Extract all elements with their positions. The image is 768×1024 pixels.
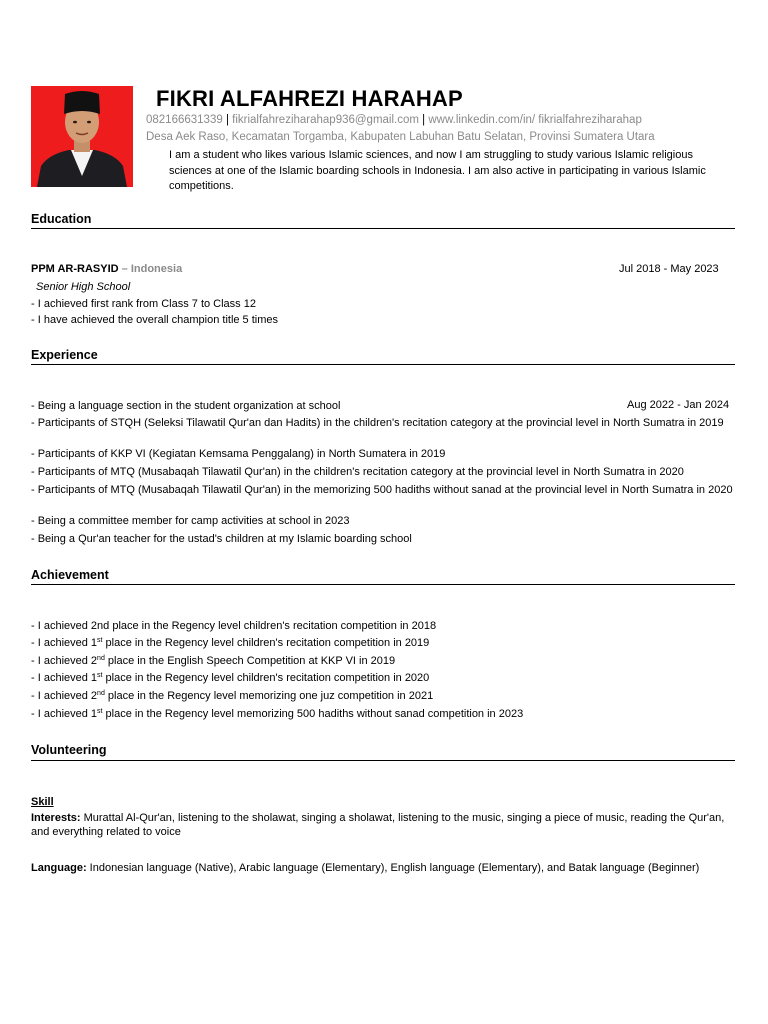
contact-separator: | — [418, 114, 429, 126]
section-title-education: Education — [31, 212, 92, 226]
achievement-text: place in the Regency level memorizing one juz competition in 2021 — [104, 690, 434, 702]
experience-item: - Participants of MTQ (Musabaqah Tilawatil Qur'an) in the children's recitation category at the provincial level in North Sumatra in 2020 — [31, 466, 684, 478]
experience-item: - Participants of MTQ (Musabaqah Tilawatil Qur'an) in the memorizing 500 hadiths without sanad at the provincial level in North Sumatra in 2020 — [31, 484, 733, 496]
experience-dates: Aug 2022 - Jan 2024 — [627, 399, 730, 411]
experience-item: - Participants of KKP VI (Kegiatan Kemsama Penggalang) in North Sumatera in 2019 — [31, 448, 446, 460]
interests-line — [31, 811, 735, 839]
experience-item: - Participants of STQH (Seleksi Tilawatil Qur'an dan Hadits) in the children's recitation category at the provincial level in North Sumatra in 2019 — [31, 417, 724, 429]
ordinal-suffix: st — [97, 637, 103, 644]
ordinal-suffix: nd — [97, 655, 105, 662]
section-title-volunteering: Volunteering — [31, 743, 107, 757]
achievement-item — [31, 654, 395, 668]
school-location: – Indonesia — [118, 263, 183, 275]
language-label: Language: — [31, 862, 87, 874]
achievement-text: place in the English Speech Competition at KKP VI in 2019 — [104, 655, 396, 667]
achievement-text: - I achieved 2nd place in the Regency level children's recitation competition in 2018 — [31, 620, 437, 632]
section-divider — [31, 584, 735, 585]
education-bullet: - I have achieved the overall champion title 5 times — [31, 314, 279, 326]
achievement-item — [31, 671, 429, 685]
achievement-text: - I achieved 1 — [31, 672, 98, 684]
education-degree: Senior High School — [36, 281, 131, 293]
skill-title: Skill — [31, 796, 54, 808]
section-divider — [31, 364, 735, 365]
address: Desa Aek Raso, Kecamatan Torgamba, Kabupaten Labuhan Batu Selatan, Provinsi Sumatera Utara — [146, 131, 655, 143]
phone-number: 082166631339 — [146, 114, 223, 126]
profile-summary: I am a student who likes various Islamic sciences, and now I am struggling to study various Islamic religious sciences at one of the Islamic boarding schools in Indonesia. I am also active in participating in various Islamic competitions. — [169, 149, 706, 192]
achievement-text: place in the Regency level children's recitation competition in 2019 — [102, 637, 430, 649]
education-dates: Jul 2018 - May 2023 — [619, 263, 719, 275]
profile-photo — [31, 86, 133, 187]
achievement-text: place in the Regency level memorizing 500 hadiths without sanad competition in 2023 — [102, 708, 524, 720]
achievement-text: - I achieved 1 — [31, 637, 98, 649]
linkedin-link[interactable]: www.linkedin.com/in/ fikrialfahreziharahap — [428, 114, 642, 126]
school-name: PPM AR-RASYID — [31, 263, 119, 275]
achievement-text: - I achieved 2 — [31, 655, 98, 667]
achievement-item — [31, 707, 523, 721]
achievement-item — [31, 689, 433, 703]
achievement-text: place in the Regency level children's recitation competition in 2020 — [102, 672, 430, 684]
achievement-text: - I achieved 2 — [31, 690, 98, 702]
interests-text: Murattal Al-Qur'an, listening to the sholawat, singing a sholawat, listening to the music, singing a piece of music, reading the Qur'an, and everything related to voice — [31, 812, 725, 838]
achievement-text: - I achieved 1 — [31, 708, 98, 720]
section-divider — [31, 760, 735, 761]
education-bullet: - I achieved first rank from Class 7 to Class 12 — [31, 298, 256, 310]
email-link[interactable]: fikrialfahreziharahap936@gmail.com — [232, 114, 419, 126]
experience-item: - Being a committee member for camp activities at school in 2023 — [31, 515, 350, 527]
experience-item: - Being a Qur'an teacher for the ustad's children at my Islamic boarding school — [31, 533, 412, 545]
candidate-name: FIKRI ALFAHREZI HARAHAP — [156, 86, 463, 111]
ordinal-suffix: st — [97, 708, 103, 715]
ordinal-suffix: st — [97, 672, 103, 679]
education-school-line — [31, 262, 182, 276]
ordinal-suffix: nd — [97, 690, 105, 697]
experience-item: - Being a language section in the student organization at school — [31, 400, 341, 412]
contact-line — [146, 114, 642, 126]
language-line — [31, 861, 735, 875]
achievement-item — [31, 619, 436, 633]
section-title-achievement: Achievement — [31, 568, 109, 582]
section-title-experience: Experience — [31, 348, 98, 362]
section-divider — [31, 228, 735, 229]
contact-separator: | — [222, 114, 233, 126]
language-text: Indonesian language (Native), Arabic language (Elementary), English language (Elementary), and Batak language (Beginner) — [86, 862, 700, 874]
achievement-item — [31, 636, 429, 650]
interests-label: Interests: — [31, 812, 81, 824]
